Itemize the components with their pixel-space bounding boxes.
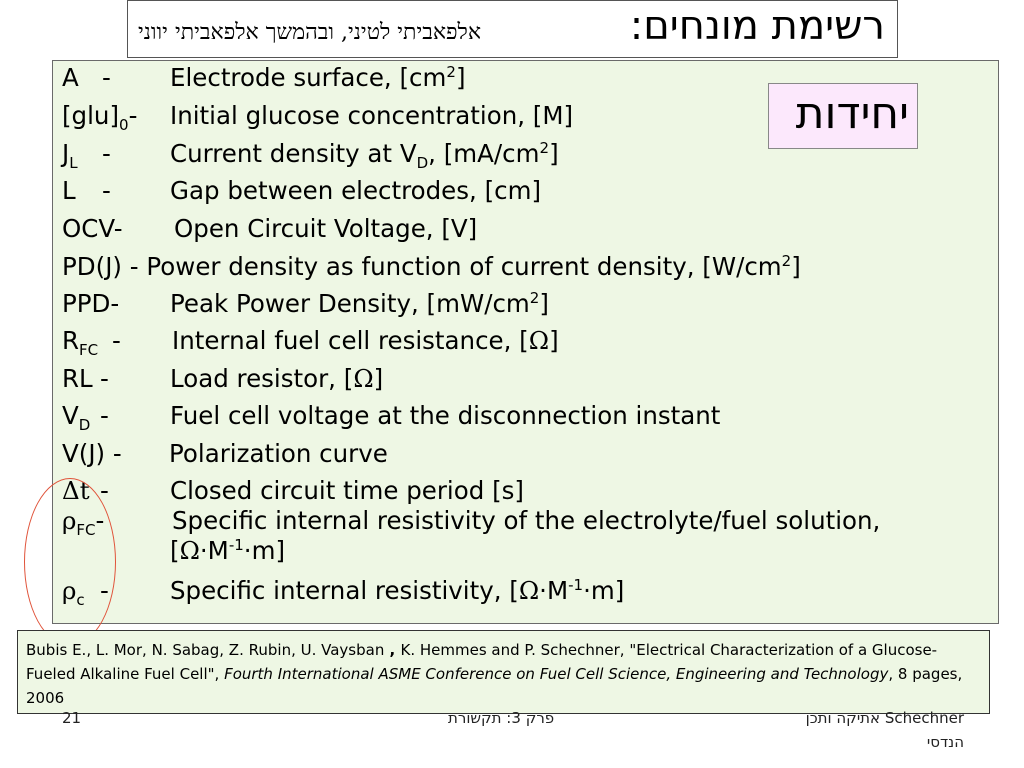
- symbol-sub: c: [76, 591, 85, 609]
- line-tail: ]: [791, 252, 801, 281]
- term-symbol: A: [62, 63, 79, 92]
- symbol-sub: 0: [119, 116, 129, 134]
- desc-tail: ]: [539, 289, 549, 318]
- units-b: ·m]: [583, 576, 625, 605]
- desc-text: Specific internal resistivity, [: [170, 576, 519, 605]
- desc-text: Current density at V: [170, 139, 417, 168]
- line-sup: 2: [781, 252, 792, 270]
- desc-text: Peak Power Density, [mW/cm: [170, 289, 530, 318]
- term-line: [62, 252, 801, 285]
- term-symbol: PPD-: [62, 289, 120, 318]
- term-description: Open Circuit Voltage, [V]: [174, 214, 478, 243]
- symbol-text: V: [62, 401, 79, 430]
- units-box: [768, 83, 918, 149]
- highlight-ellipse: [24, 478, 116, 646]
- units-sup: -1: [228, 536, 244, 554]
- reference-comma: ,: [384, 641, 401, 659]
- term-symbol: [62, 139, 78, 172]
- desc-sup: 2: [446, 63, 456, 81]
- desc-text: Electrode surface, [cm: [170, 63, 447, 92]
- slide-subtitle: אלפאביתי לטיני, ובהמשך אלפאביתי יווני: [138, 20, 482, 45]
- term-dash: -: [112, 326, 121, 355]
- term-description: [170, 364, 383, 394]
- omega-symbol: Ω: [528, 326, 550, 355]
- term-symbol: L: [62, 176, 76, 205]
- desc-text: Internal fuel cell resistance, [: [172, 326, 529, 355]
- footer-chapter: פרק 3: תקשורת: [448, 709, 555, 727]
- term-dash: -: [100, 576, 109, 605]
- term-dash: -: [100, 401, 109, 430]
- desc-text: Load resistor, [: [170, 364, 354, 393]
- reference-authors-title: K. Hemmes and P. Schechner, "Electrical Characterization of a Glucose-Fueled Alkaline Fuel Cell",: [26, 641, 938, 683]
- title-box: [127, 0, 898, 58]
- desc-sup: 2: [539, 139, 550, 157]
- footer-author-line2: הנדסי: [926, 733, 964, 751]
- units-label: יחידות: [795, 88, 909, 139]
- term-dash: -: [100, 364, 109, 393]
- term-dash: -: [102, 63, 111, 92]
- units-sup: -1: [568, 576, 584, 594]
- units-a: ·M: [199, 536, 229, 565]
- term-dash: -: [102, 139, 111, 168]
- desc-mid: , [mA/cm: [428, 139, 540, 168]
- term-symbol: [62, 101, 137, 134]
- symbol-sub: FC: [79, 341, 99, 359]
- units-a: ·M: [539, 576, 569, 605]
- desc-tail: ]: [549, 326, 559, 355]
- line-text: PD(J) - Power density as function of current density, [W/cm: [62, 252, 782, 281]
- omega-symbol: Ω: [353, 364, 374, 393]
- reference-box: [17, 630, 990, 714]
- term-description: [170, 289, 549, 322]
- symbol-sub: L: [69, 154, 78, 172]
- units-b: ·m]: [243, 536, 286, 565]
- omega-symbol: Ω: [518, 576, 540, 605]
- reference-venue: Fourth International ASME Conference on Fuel Cell Science, Engineering and Technology: [224, 665, 889, 683]
- symbol-text: ρ: [62, 576, 77, 605]
- term-description: [170, 139, 559, 172]
- symbol-text: [glu]: [62, 101, 120, 130]
- term-description: Gap between electrodes, [cm]: [170, 176, 542, 205]
- term-dash: -: [128, 101, 138, 130]
- term-description: [170, 576, 624, 609]
- desc-tail: ]: [549, 139, 559, 168]
- term-description: [170, 63, 466, 96]
- symbol-text: J: [62, 139, 70, 168]
- footer-author: Schechner אתיקה ותכן: [805, 709, 964, 727]
- desc-sub: D: [416, 154, 429, 172]
- term-description: Polarization curve: [169, 439, 388, 468]
- term-dash: -: [100, 476, 109, 505]
- desc-tail: ]: [373, 364, 384, 393]
- page-number: 21: [62, 709, 82, 727]
- omega-symbol: Ω: [179, 536, 200, 565]
- term-units: $[\Omega\cdot M^{-1}\cdot m]$: [170, 536, 286, 565]
- slide-title: רשימת מונחים:: [629, 3, 885, 49]
- desc-sup: 2: [529, 289, 540, 307]
- symbol-sub: FC: [76, 521, 96, 539]
- reference-authors: Bubis E., L. Mor, N. Sabag, Z. Rubin, U. Vaysban: [26, 641, 385, 659]
- term-description: Closed circuit time period [s]: [170, 476, 524, 505]
- term-dash: -: [102, 176, 111, 205]
- reference-tail: , 8 pages, 2006: [26, 665, 963, 707]
- term-symbol: RL: [62, 364, 93, 393]
- term-description: Fuel cell voltage at the disconnection instant: [170, 401, 721, 430]
- term-symbol: [62, 326, 98, 359]
- term-description: [172, 326, 559, 356]
- desc-tail: ]: [455, 63, 466, 92]
- term-description: Specific internal resistivity of the electrolyte/fuel solution,: [172, 506, 881, 535]
- symbol-text: ρ: [62, 506, 77, 535]
- term-symbol: OCV-: [62, 214, 123, 243]
- symbol-text: R: [62, 326, 80, 355]
- term-symbol: V(J) -: [62, 439, 122, 468]
- symbol-sub: D: [78, 416, 91, 434]
- term-description: Initial glucose concentration, [M]: [170, 101, 574, 130]
- term-dash: -: [95, 506, 105, 535]
- term-symbol: [62, 401, 90, 434]
- term-symbol: Δt: [62, 476, 90, 505]
